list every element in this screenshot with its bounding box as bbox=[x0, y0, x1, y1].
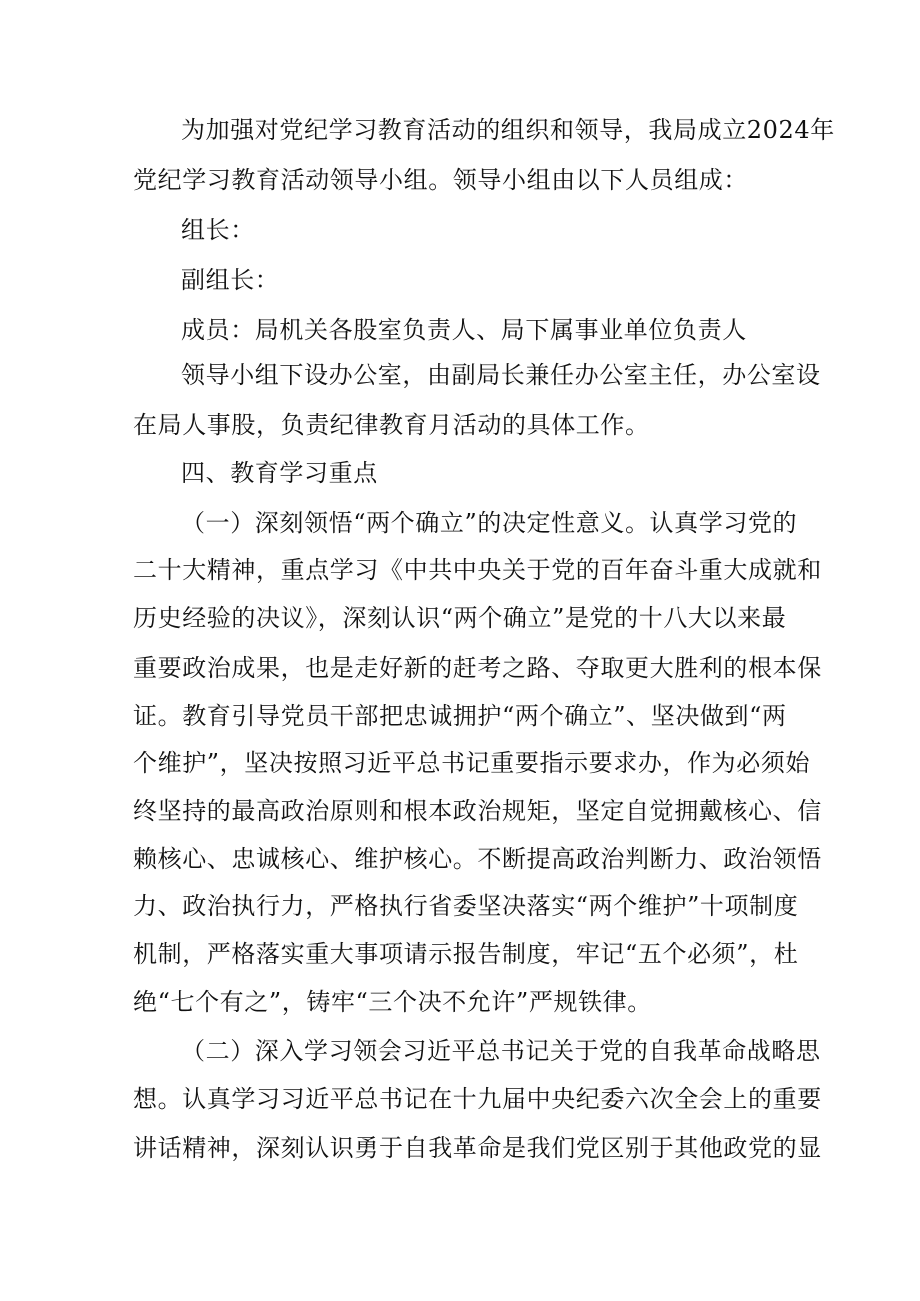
paragraph-line: 历史经验的决议》，深刻认识“两个确立”是党的十八大以来最 bbox=[133, 604, 787, 632]
subsection-heading: （二）深入学习领会习近平总书记关于党的自我革命战略思 bbox=[181, 1037, 821, 1065]
members-line: 成员：局机关各股室负责人、局下属事业单位负责人 bbox=[181, 316, 747, 344]
paragraph-line: 力、政治执行力，严格执行省委坚决落实“两个维护”十项制度 bbox=[133, 892, 799, 920]
paragraph-line: 党纪学习教育活动领导小组。领导小组由以下人员组成： bbox=[133, 166, 748, 194]
paragraph-line: 个维护”，坚决按照习近平总书记重要指示要求办，作为必须始 bbox=[133, 749, 811, 777]
paragraph-line: 赖核心、忠诚核心、维护核心。不断提高政治判断力、政治领悟 bbox=[133, 845, 822, 873]
paragraph-line: 领导小组下设办公室，由副局长兼任办公室主任，办公室设 bbox=[181, 361, 821, 389]
paragraph-line: 在局人事股，负责纪律教育月活动的具体工作。 bbox=[133, 411, 650, 439]
paragraph-line: 二十大精神，重点学习《中共中央关于党的百年奋斗重大成就和 bbox=[133, 556, 822, 584]
section-heading: 四、教育学习重点 bbox=[181, 459, 378, 487]
deputy-group-leader-label: 副组长： bbox=[181, 266, 280, 294]
paragraph-line: 想。认真学习习近平总书记在十九届中央纪委六次全会上的重要 bbox=[133, 1085, 822, 1113]
paragraph-line: 证。教育引导党员干部把忠诚拥护“两个确立”、坚决做到“两 bbox=[133, 702, 787, 730]
paragraph-line: 终坚持的最高政治原则和根本政治规矩，坚定自觉拥戴核心、信 bbox=[133, 797, 822, 825]
group-leader-label: 组长： bbox=[181, 216, 255, 244]
subsection-heading: （一）深刻领悟“两个确立”的决定性意义。认真学习党的 bbox=[181, 509, 798, 537]
paragraph-line: 为加强对党纪学习教育活动的组织和领导，我局成立2024年 bbox=[181, 116, 835, 144]
paragraph-line: 重要政治成果，也是走好新的赶考之路、夺取更大胜利的根本保 bbox=[133, 654, 822, 682]
paragraph-line: 讲话精神，深刻认识勇于自我革命是我们党区别于其他政党的显 bbox=[133, 1134, 822, 1162]
paragraph-line: 绝“七个有之”，铸牢“三个决不允许”严规铁律。 bbox=[133, 988, 652, 1016]
paragraph-line: 机制，严格落实重大事项请示报告制度，牢记“五个必须”，杜 bbox=[133, 940, 799, 968]
